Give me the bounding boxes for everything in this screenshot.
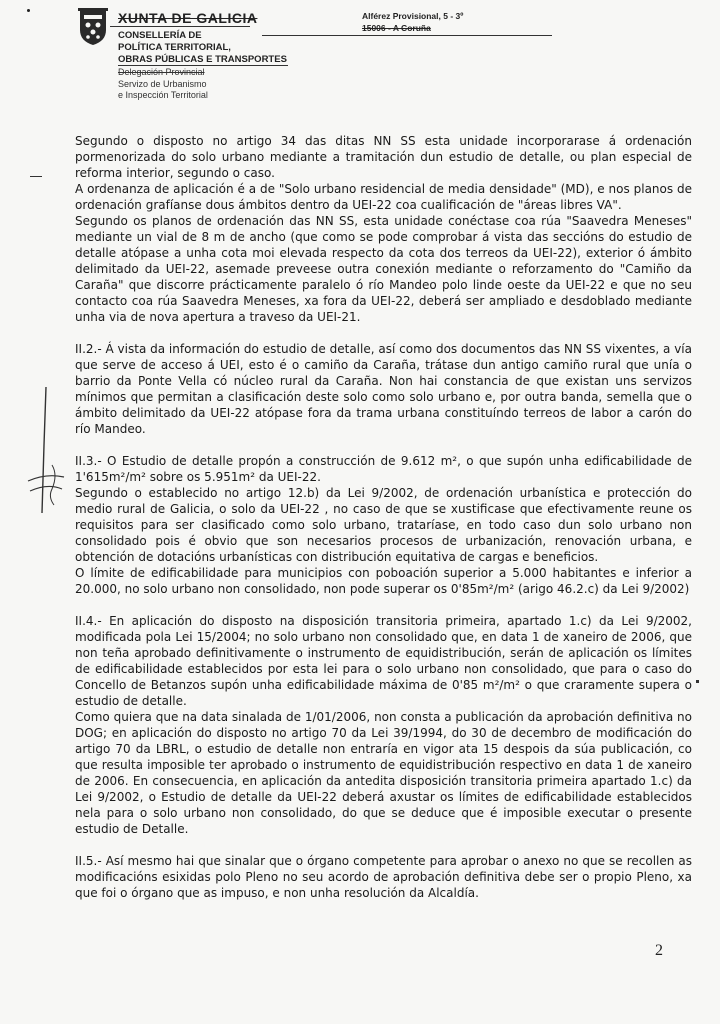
address-line: 15006 - A Coruña (362, 23, 431, 33)
header-rule (110, 26, 250, 27)
servizo-line: e Inspección Territorial (118, 90, 208, 100)
corner-dot (27, 9, 30, 12)
servizo-line: Servizo de Urbanismo (118, 78, 207, 89)
paragraph-section-II4: II.4.- En aplicación do disposto na disposición transitoria primeira, apartado 1.c) da Lei 9/2002, modificada pola Lei 15/2004; no solo urbano non consolidado que, en data 1 de xaneiro de 2006, que non teña aprobado definitivamente o instrumento de equidistribución, serán de aplicación os límites de edificabilidade establecidos por esta lei para o solo urbano non consolidado, que para o caso do Concello de Betanzos supón unha edificabilidade máxima de 0'85 m²/m² o que craramente supera o estudio de detalle. (75, 614, 692, 708)
xunta-coat-of-arms-icon (78, 8, 108, 46)
address-block (362, 10, 463, 34)
paragraph: Como quiera que na data sinalada de 1/01/2006, non consta a publicación da aprobación definitiva no DOG; en aplicación do disposto no artigo 70 da Lei 39/1994, do 30 de decembro de modificación do artigo 70 da LBRL, o estudio de detalle non entraría en vigor ata 15 despois da súa publicación, co que resulta imposible ter aprobado o instrumento de equidistribución respectivo en data 1 de xaneiro de 2006. En consecuencia, en aplicación da antedita disposición transitoria primeira apartado 1.c) da Lei 9/2002, o Estudio de detalle da UEI-22 deberá axustar os límites de edificabilidade establecidos nela para o solo urbano non consolidado, do que se deduce que é imposible executar o presente estudio de Detalle. (75, 710, 692, 836)
paragraph-gap (75, 325, 692, 341)
paragraph-section-II3: II.3.- O Estudio de detalle propón a construcción de 9.612 m², o que supón unha edificabilidade de 1'615m²/m² sobre os 5.951m² da UEI-22. (75, 454, 692, 484)
margin-dash (30, 176, 42, 177)
paragraph: O límite de edificabilidade para municipios con poboación superior a 5.000 habitantes e inferior a 20.000, no solo urbano non consolidado, non pode superar os 0'85m²/m² (arigo 46.2.c) da Lei 9/2002) (75, 566, 692, 596)
page-number: 2 (655, 942, 663, 959)
delegacion-block (118, 67, 208, 102)
margin-signature-mark (22, 385, 68, 515)
paragraph-gap (75, 837, 692, 853)
header-rule (262, 35, 552, 36)
department-line: OBRAS PÚBLICAS E TRANSPORTES (118, 54, 287, 65)
paragraph-section-II2: II.2.- Á vista da información do estudio de detalle, así como dos documentos das NN SS vixentes, a vía que serve de acceso á UEI, esto é o camiño da Caraña, trátase dun antigo camiño rural que unía o barrio da Ponte Vella có núcleo rural da Caraña. Non hai constancia de que existan uns servizos mínimos que permitan a clasificación deste solo como solo urbano e, por outra banda, semella que o ámbito delimitado da UEI-22 atópase fora da trama urbana constituíndo terreos de labor a carón do río Mandeo. (75, 342, 692, 436)
paragraph: A ordenanza de aplicación é a de "Solo urbano residencial de media densidade" (MD), e nos planos de ordenación grafíanse dous ámbitos dentro da UEI-22 coa cualificación de "áreas libres VA". (75, 182, 692, 212)
address-line: Alférez Provisional, 5 - 3º (362, 11, 464, 21)
org-title: XUNTA DE GALICIA (118, 10, 258, 26)
margin-tick (696, 680, 699, 683)
department-line: CONSELLERÍA DE (118, 30, 202, 41)
paragraph: Segundo o establecido no artigo 12.b) da Lei 9/2002, de ordenación urbanística e protección do medio rural de Galicia, o solo da UEI-22 , no caso de que se xustificase que efectivamente reune os requisitos para ser clasificado como solo urbano, trataríase, en todo caso dun solo urbano non consolidado pois é obvio que son necesarios procesos de urbanización, renovación urbana, e obtención de dotacións urbanísticas con distribución equitativa de cargas e beneficios. (75, 486, 692, 564)
document-body (75, 133, 692, 901)
paragraph: Segundo os planos de ordenación das NN SS, esta unidade conéctase coa rúa "Saavedra Meneses" mediante un vial de 8 m de ancho (que como se pode comprobar á vista das seccións do estudio de detalle atópase a unha cota moi elevada respecto da cota dos terreos da UEI-22), exterior ó ámbito delimitado da UEI-22, asemade preveese outra conexión mediante o reforzamento do "Camiño da Caraña" que discorre prácticamente paralelo ó río Mandeo polo linde oeste da UEI-22 e que no seu contacto coa rúa Saavedra Meneses, xa fora da UEI-22, deberá ser ampliado e desdoblado mediante unha via de nova apertura a traveso da UEI-21. (75, 214, 692, 324)
department-line: POLÍTICA TERRITORIAL, (118, 42, 231, 53)
paragraph-gap (75, 437, 692, 453)
header-rule (118, 65, 288, 66)
paragraph-section-II5: II.5.- Así mesmo hai que sinalar que o órgano competente para aprobar o anexo no que se recollen as modificacións esixidas polo Pleno no seu acordo de aprobación definitiva debe ser o propio Pleno, xa que foi o órgano que as impuso, e non unha resolución da Alcaldía. (75, 854, 692, 900)
paragraph-gap (75, 597, 692, 613)
paragraph: Segundo o disposto no artigo 34 das ditas NN SS esta unidade incorporarase á ordenación pormenorizada do solo urbano mediante a tramitación dun estudio de detalle, ou plan especial de reforma interior, segundo o caso. (75, 134, 692, 180)
delegacion-label: Delegación Provincial (118, 67, 205, 77)
